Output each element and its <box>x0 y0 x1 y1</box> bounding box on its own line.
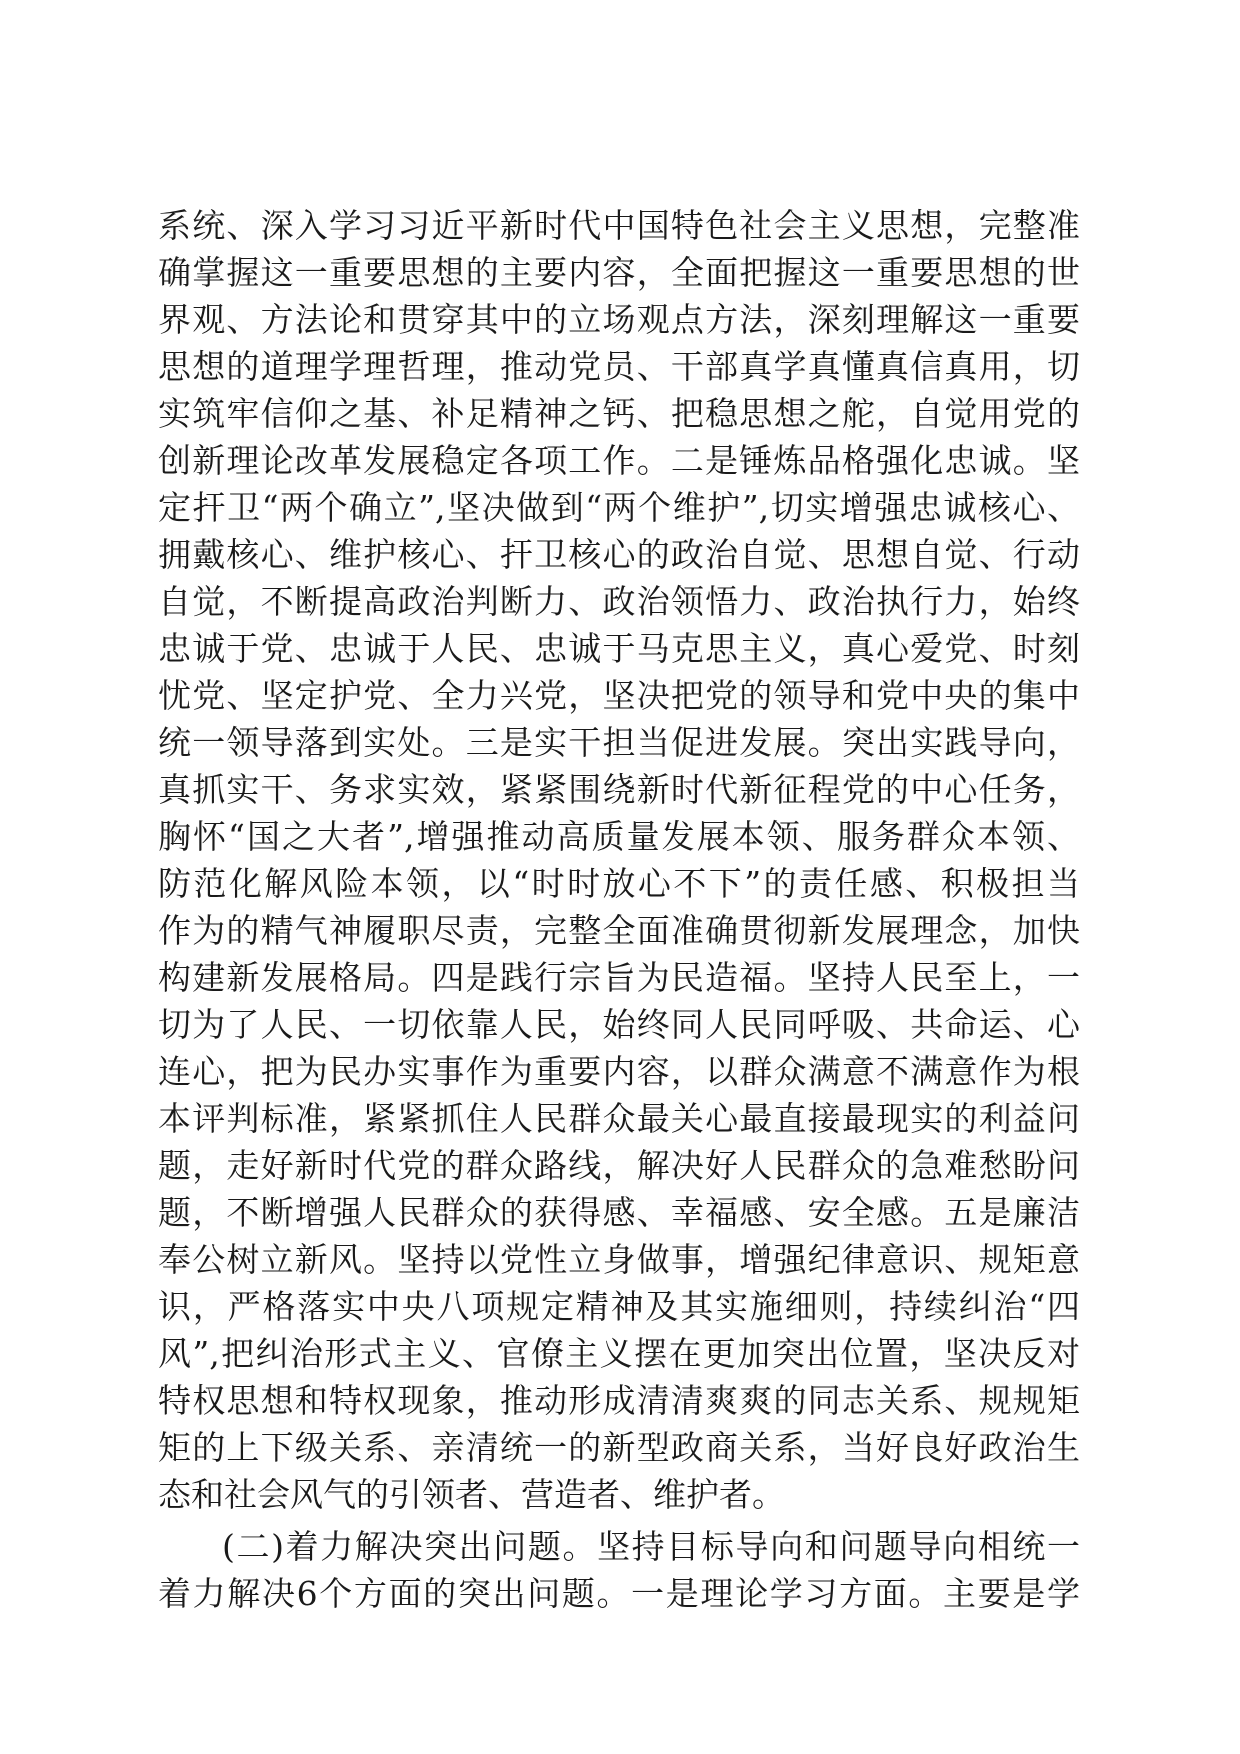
body-text-line: 特权思想和特权现象，推动形成清清爽爽的同志关系、规规矩 <box>158 1381 1080 1420</box>
body-text-line: 本评判标准，紧紧抓住人民群众最关心最直接最现实的利益问 <box>158 1099 1080 1138</box>
body-text-line: 真抓实干、务求实效，紧紧围绕新时代新征程党的中心任务， <box>158 770 1080 809</box>
paragraph-end-line: 态和社会风气的引领者、营造者、维护者。 <box>158 1475 785 1514</box>
body-text-line: 连心，把为民办实事作为重要内容，以群众满意不满意作为根 <box>158 1052 1080 1091</box>
body-text-line: 题，不断增强人民群众的获得感、幸福感、安全感。五是廉洁 <box>158 1193 1080 1232</box>
body-text-line: 构建新发展格局。四是践行宗旨为民造福。坚持人民至上，一 <box>158 958 1080 997</box>
body-text-line: 实筑牢信仰之基、补足精神之钙、把稳思想之舵，自觉用党的 <box>158 394 1080 433</box>
body-text-line: 奉公树立新风。坚持以党性立身做事，增强纪律意识、规矩意 <box>158 1240 1080 1279</box>
body-text-line: 定扞卫“两个确立”,坚决做到“两个维护”,切实增强忠诚核心、 <box>158 488 1080 527</box>
body-text-line: 题，走好新时代党的群众路线，解决好人民群众的急难愁盼问 <box>158 1146 1080 1185</box>
body-text-line: 识，严格落实中央八项规定精神及其实施细则，持续纠治“四 <box>158 1287 1080 1326</box>
body-text-line: 忠诚于党、忠诚于人民、忠诚于马克思主义，真心爱党、时刻 <box>158 629 1080 668</box>
body-text-line: 自觉，不断提高政治判断力、政治领悟力、政治执行力，始终 <box>158 582 1080 621</box>
body-text-line: 切为了人民、一切依靠人民，始终同人民同呼吸、共命运、心 <box>158 1005 1080 1044</box>
body-text-line: 思想的道理学理哲理，推动党员、干部真学真懂真信真用，切 <box>158 347 1080 386</box>
body-text-line: 拥戴核心、维护核心、扞卫核心的政治自觉、思想自觉、行动 <box>158 535 1080 574</box>
body-text-line: 防范化解风险本领，以“时时放心不下”的责任感、积极担当 <box>158 864 1080 903</box>
body-text-line: 风”,把纠治形式主义、官僚主义摆在更加突出位置，坚决反对 <box>158 1334 1080 1373</box>
body-text-line: 矩的上下级关系、亲清统一的新型政商关系，当好良好政治生 <box>158 1428 1080 1467</box>
body-text-line: 创新理论改革发展稳定各项工作。二是锤炼品格强化忠诚。坚 <box>158 441 1080 480</box>
body-text-line: 统一领导落到实处。三是实干担当促进发展。突出实践导向， <box>158 723 1080 762</box>
body-text-line: 着力解决6个方面的突出问题。一是理论学习方面。主要是学 <box>158 1574 1080 1613</box>
body-text-line: 胸怀“国之大者”,增强推动高质量发展本领、服务群众本领、 <box>158 817 1080 856</box>
body-text-line: 界观、方法论和贯穿其中的立场观点方法，深刻理解这一重要 <box>158 300 1080 339</box>
body-text-line: 确掌握这一重要思想的主要内容，全面把握这一重要思想的世 <box>158 253 1080 292</box>
body-text-line: 作为的精气神履职尽责，完整全面准确贯彻新发展理念，加快 <box>158 911 1080 950</box>
body-text-line: 系统、深入学习习近平新时代中国特色社会主义思想，完整准 <box>158 206 1080 245</box>
body-text-line: 忧党、坚定护党、全力兴党，坚决把党的领导和党中央的集中 <box>158 676 1080 715</box>
section-heading-line: (二)着力解决突出问题。坚持目标导向和问题导向相统一 <box>222 1527 1080 1566</box>
